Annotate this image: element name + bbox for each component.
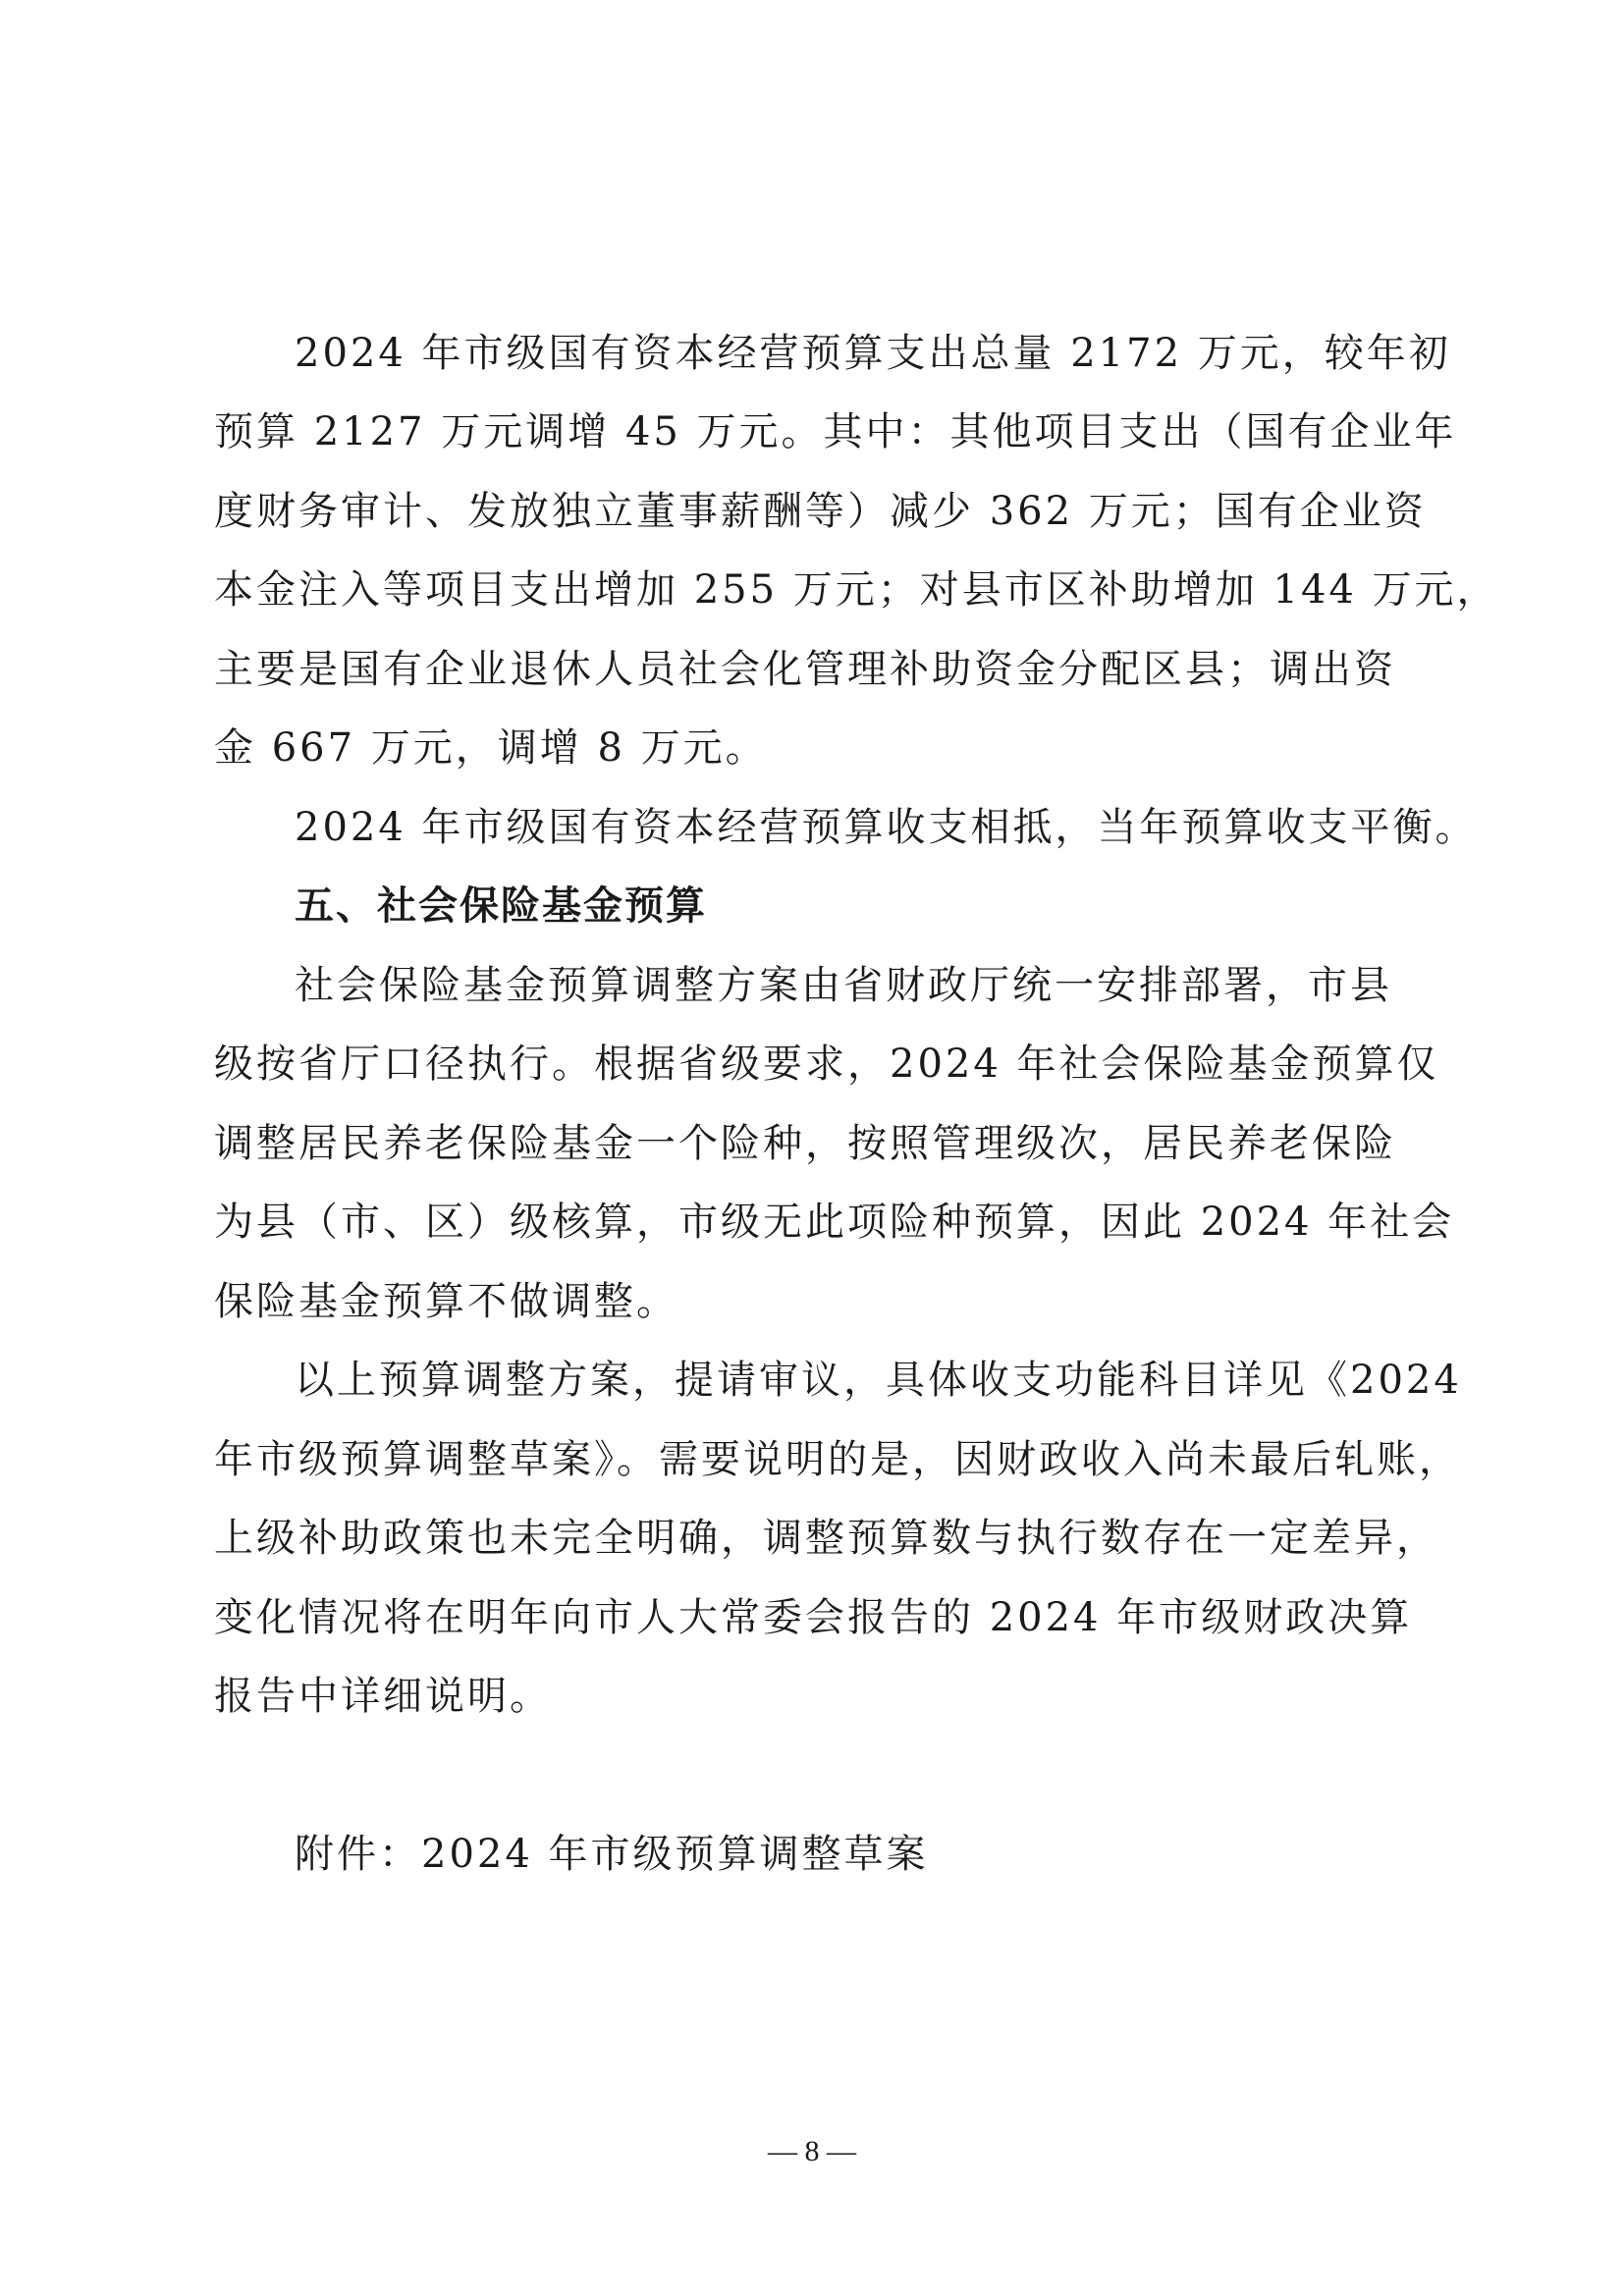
page-number: — 8 — (768, 2135, 856, 2167)
paragraph-line: 2024 年市级国有资本经营预算收支相抵，当年预算收支平衡。 (295, 805, 1478, 850)
paragraph-line: 为县（市、区）级核算，市级无此项险种预算，因此 2024 年社会 (214, 1200, 1455, 1245)
paragraph-line: 以上预算调整方案，提请审议，具体收支功能科目详见《2024 (295, 1358, 1462, 1403)
section-heading: 五、社会保险基金预算 (295, 883, 707, 929)
paragraph-line: 报告中详细说明。 (214, 1674, 552, 1719)
paragraph-line: 年市级预算调整草案》。需要说明的是，因财政收入尚未最后轧账， (214, 1437, 1461, 1482)
paragraph-line: 预算 2127 万元调增 45 万元。其中：其他项目支出（国有企业年 (214, 409, 1457, 454)
paragraph-line: 2024 年市级国有资本经营预算支出总量 2172 万元，较年初 (295, 331, 1451, 376)
paragraph-line: 度财务审计、发放独立董事薪酬等）减少 362 万元；国有企业资 (214, 489, 1427, 534)
paragraph-line: 本金注入等项目支出增加 255 万元；对县市区补助增加 144 万元， (214, 567, 1499, 613)
paragraph-line: 主要是国有企业退休人员社会化管理补助资金分配区县；调出资 (214, 647, 1396, 692)
paragraph-line: 变化情况将在明年向市人大常委会报告的 2024 年市级财政决算 (214, 1595, 1413, 1640)
paragraph-line: 级按省厅口径执行。根据省级要求，2024 年社会保险基金预算仅 (214, 1041, 1439, 1087)
paragraph-line: 金 667 万元，调增 8 万元。 (214, 725, 768, 771)
paragraph-line: 上级补助政策也未完全明确，调整预算数与执行数存在一定差异， (214, 1516, 1438, 1561)
paragraph-line: 社会保险基金预算调整方案由省财政厅统一安排部署，市县 (295, 963, 1392, 1008)
attachment-line: 附件：2024 年市级预算调整草案 (295, 1832, 929, 1877)
paragraph-line: 保险基金预算不做调整。 (214, 1279, 678, 1324)
paragraph-line: 调整居民养老保险基金一个险种，按照管理级次，居民养老保险 (214, 1121, 1396, 1166)
